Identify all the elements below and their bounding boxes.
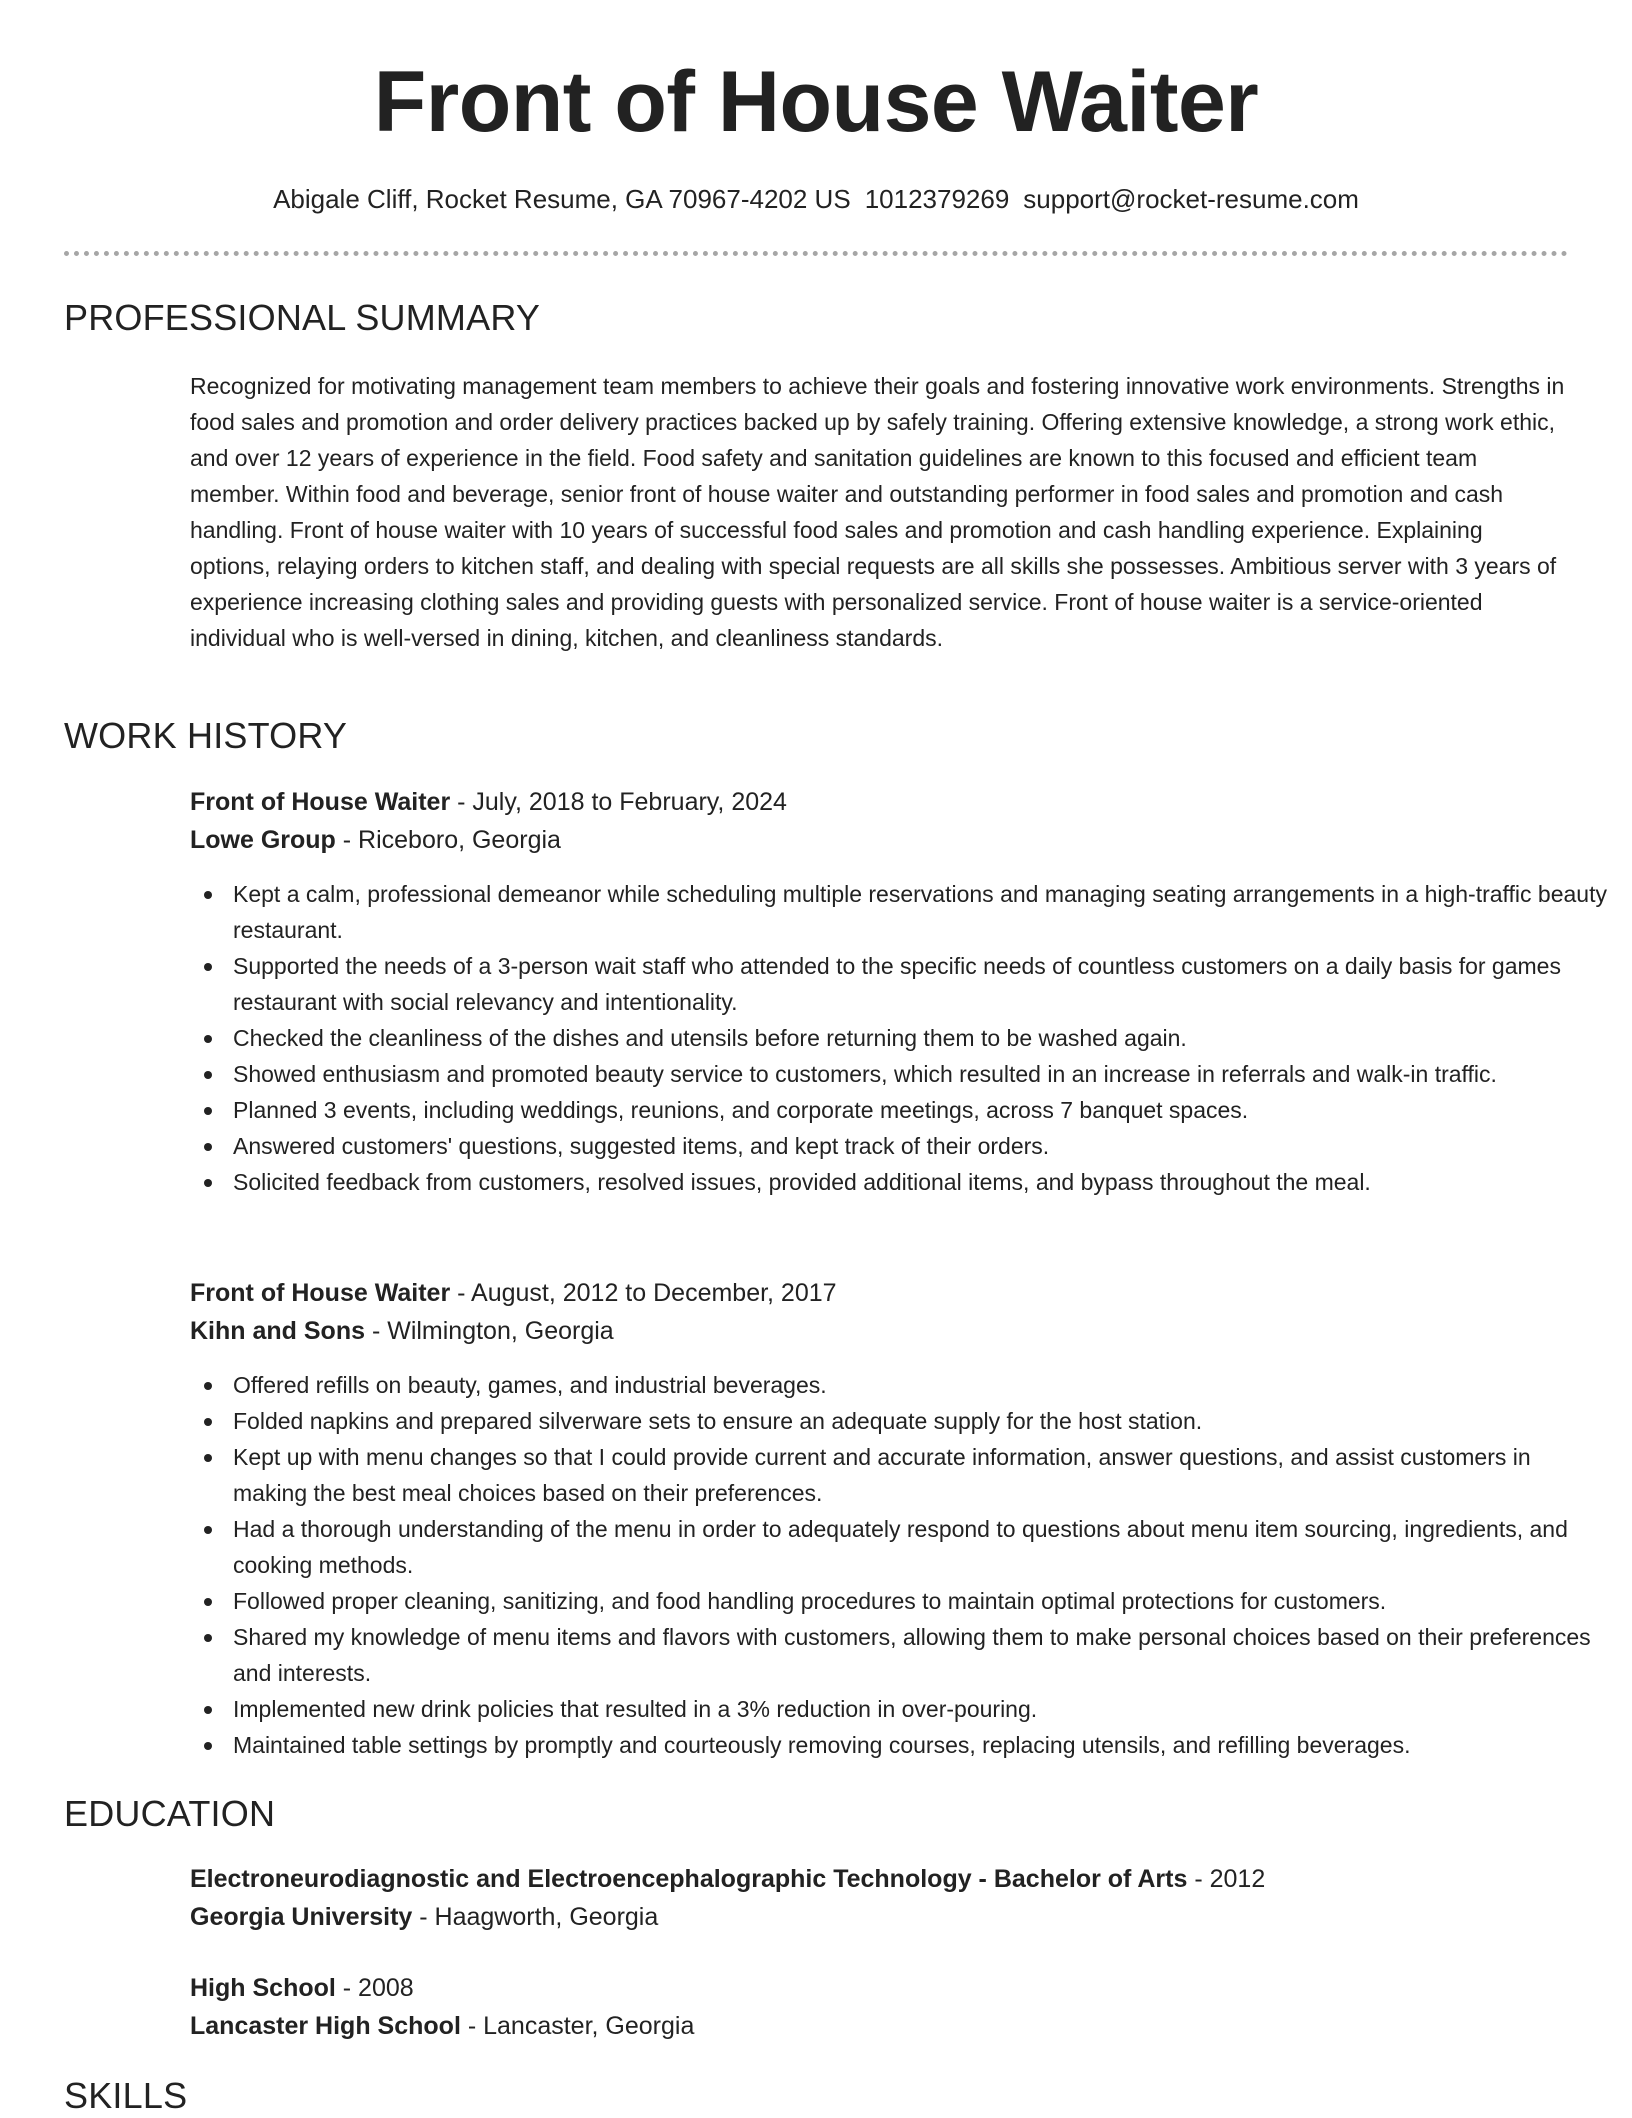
section-title-education: EDUCATION [64,1793,276,1834]
list-item: Checked the cleanliness of the dishes and utensils before returning them to be washed again. [233,1020,1611,1056]
list-item: Shared my knowledge of menu items and flavors with customers, allowing them to make personal choices based on their preferences and interests. [233,1619,1611,1691]
education-entry [190,1969,1568,2045]
header-divider [64,251,1568,256]
contact-phone: 1012379269 [864,184,1010,214]
job-dates: - July, 2018 to February, 2024 [450,788,787,816]
school-name: Lancaster High School [190,2012,461,2040]
candidate-name: Front of House Waiter [373,54,1259,150]
list-item: Solicited feedback from customers, resolved issues, provided additional items, and bypass throughout the meal. [233,1164,1611,1200]
school-line [190,2007,1568,2045]
job-position: Front of House Waiter [190,788,451,816]
list-item: Showed enthusiasm and promoted beauty service to customers, which resulted in an increase in referrals and walk-in traffic. [233,1056,1611,1092]
section-title-summary: PROFESSIONAL SUMMARY [64,297,541,338]
list-item: Kept a calm, professional demeanor while scheduling multiple reservations and managing seating arrangements in a high-traffic beauty restaurant. [233,876,1611,948]
job-dates: - August, 2012 to December, 2017 [450,1279,837,1307]
list-item: Implemented new drink policies that resulted in a 3% reduction in over-pouring. [233,1691,1611,1727]
education-entry [190,1860,1568,1936]
school-name: Georgia University [190,1903,413,1931]
job-entry [190,783,1568,859]
degree-line [190,1860,1568,1898]
job-company: Kihn and Sons [190,1317,365,1345]
section-title-skills: SKILLS [64,2075,188,2116]
degree-line [190,1969,1568,2007]
degree-name: High School [190,1974,336,2002]
section-title-work-history: WORK HISTORY [64,715,348,756]
degree-name: Electroneurodiagnostic and Electroencephalographic Technology - Bachelor of Arts [190,1865,1188,1893]
contact-email: support@rocket-resume.com [1023,184,1359,214]
list-item: Offered refills on beauty, games, and industrial beverages. [233,1367,1611,1403]
job-company-line [190,1312,1568,1350]
job-entry [190,1274,1568,1350]
list-item: Maintained table settings by promptly and courteously removing courses, replacing utensils, and refilling beverages. [233,1727,1611,1763]
list-item: Planned 3 events, including weddings, reunions, and corporate meetings, across 7 banquet spaces. [233,1092,1611,1128]
degree-year: - 2008 [335,1974,414,2002]
contact-address: Abigale Cliff, Rocket Resume, GA 70967-4202 US [273,184,851,214]
job-position: Front of House Waiter [190,1279,451,1307]
contact-line [0,182,1632,216]
school-location: - Lancaster, Georgia [460,2012,695,2040]
job-company-line [190,821,1568,859]
job-title-line [190,1274,1568,1312]
school-location: - Haagworth, Georgia [412,1903,659,1931]
list-item: Folded napkins and prepared silverware sets to ensure an adequate supply for the host station. [233,1403,1611,1439]
job-bullets [190,876,1611,1200]
degree-year: - 2012 [1187,1865,1266,1893]
list-item: Had a thorough understanding of the menu in order to adequately respond to questions about menu item sourcing, ingredients, and cooking methods. [233,1511,1611,1583]
job-location: - Wilmington, Georgia [365,1317,614,1345]
list-item: Kept up with menu changes so that I could provide current and accurate information, answer questions, and assist customers in making the best meal choices based on their preferences. [233,1439,1611,1511]
list-item: Answered customers' questions, suggested items, and kept track of their orders. [233,1128,1611,1164]
job-bullets [190,1367,1611,1763]
school-line [190,1898,1568,1936]
summary-text: Recognized for motivating management team members to achieve their goals and fostering innovative work environments. Strengths in food sales and promotion and order delivery practices backed up by safely training. Offering extensive knowledge, a strong work ethic, and over 12 years of experience in the field. Food safety and sanitation guidelines are known to this focused and efficient team member. Within food and beverage, senior front of house waiter and outstanding performer in food sales and promotion and cash handling. Front of house waiter with 10 years of successful food sales and promotion and cash handling experience. Explaining options, relaying orders to kitchen staff, and dealing with special requests are all skills she possesses. Ambitious server with 3 years of experience increasing clothing sales and providing guests with personalized service. Front of house waiter is a service-oriented individual who is well-versed in dining, kitchen, and cleanliness standards. [190,373,1565,651]
job-company: Lowe Group [190,826,336,854]
job-title-line [190,783,1568,821]
job-location: - Riceboro, Georgia [335,826,561,854]
list-item: Supported the needs of a 3-person wait staff who attended to the specific needs of countless customers on a daily basis for games restaurant with social relevancy and intentionality. [233,948,1611,1020]
list-item: Followed proper cleaning, sanitizing, and food handling procedures to maintain optimal protections for customers. [233,1583,1611,1619]
